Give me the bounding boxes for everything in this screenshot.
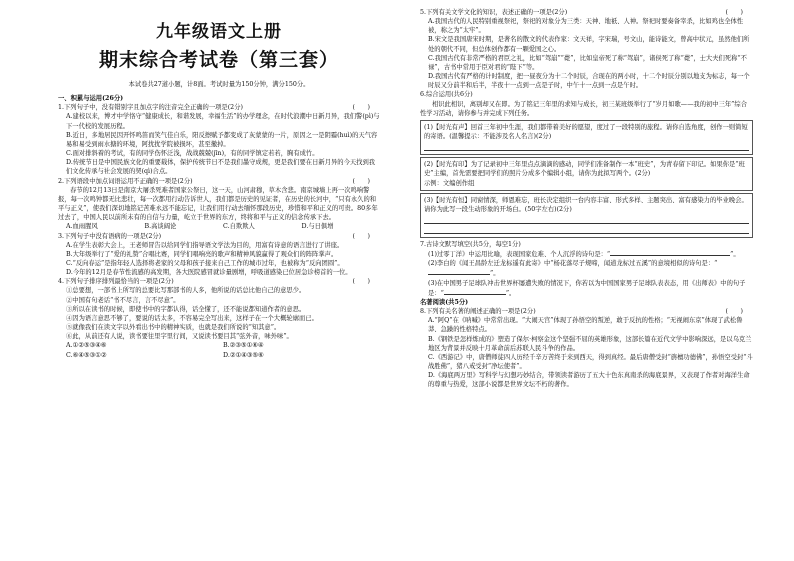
answer-bracket: ( ): [352, 278, 370, 286]
question-stem: 2.下列语段中加点词语运用不正确的一项是(2分): [58, 177, 193, 185]
answer-line[interactable]: [424, 142, 749, 151]
option-b: B.大年级举行了“爱的礼赞”合唱比赛，同学们唱响亮的歌声和精神风貌赢得了观众们的阵阵掌声。: [66, 250, 338, 258]
option-d: D.今年的12月是春节性流感的高发期，各大医院感冒就诊量剧增，呼吸道感染已位居急诊榜首的一位。: [66, 269, 352, 277]
fill-prompt: (1)过零丁洋》中运用比喻，表现国家危难、个人沉浮的诗句是：“: [428, 251, 611, 259]
question-stem: 1.下列句子中，没有错别字且加点字的注音完全正确的一项是(2分): [58, 104, 243, 112]
left-column: [58, 8, 380, 360]
answer-line[interactable]: [424, 215, 749, 224]
question-stem: 3.下列句子中没有语病的一项是(2分): [58, 232, 162, 240]
question-7: [420, 240, 753, 298]
answer-bracket: ( ): [725, 9, 743, 16]
option-a: A.①②⑤③④⑥: [66, 342, 107, 350]
question-stem: 7.古诗文默写填空(共5分，每空1分): [420, 240, 521, 248]
option-d: D.与日俱增: [301, 223, 334, 231]
option-b: B.《钢铁是怎样炼成的》塑造了保尔·柯察金这个坚强不屈的英雄形象，这部长篇在近代文学中影响深远，是以乌克兰地区为背景并反映十月革命前后苏联人民斗争的作品。: [428, 335, 752, 352]
option-a: A.“阿Q”在《呐喊》中常常出现。“大闹天宫”体现了孙悟空的叛逆，敢于反抗的性格；“无视闹东京”体现了武松鲁莽、急躁的性格特点。: [428, 317, 743, 334]
task-3: (3)【时光有恒】同窗情深，师恩难忘，班长决定组织一台内容丰富、形式多样、主题突出、富有感染力的毕业晚会。请你为此写一段生动形象的开场白。(50字左右)(2分): [424, 196, 748, 213]
option-c: C.⑥④⑤③①②: [66, 351, 107, 359]
section-heading-1: 一、积累与运用(26分): [58, 95, 124, 103]
option-c: C.“反向春运”是指年轻人选择将老家的父母和孩子接来自己工作的城市过年，也被称为“反向团圆”。: [66, 259, 344, 267]
sentence-item: ④因为语言意思不够了，要说的话太多，不容易完全写出来，这样子在一个大概轮廓而已。: [66, 314, 318, 322]
option-c: C.《西游记》中，唐僧师徒四人历经千辛万苦终于来到西天，得到真经。最后唐僧受封“旃檀功德佛”，孙悟空受封“斗战胜佛”，猪八戒受封“净坛使者”。: [428, 353, 753, 370]
sentence-item: ③所以在读书的时候，即使书中的字都认得，话全懂了，还不能说都知道作者的意思。: [66, 305, 306, 313]
task-2-example: 示例：文编创作组: [424, 179, 475, 187]
task-2: (2)【时光有印】为了记录初中三年里点点滴滴的感动，同学们准备制作一本“班史”，为青春留下印记。如果你是“班史”主编，首先需要把同学们的照片分成多个编辑小组，请你为此拟写两个。(2分): [424, 161, 745, 178]
question-6: [420, 90, 753, 238]
reading-passage: 春节的12月13日是南京大屠杀死难者国家公祭日，这一天，山河肃穆，草木含悲。南京城墙上再一次鸣响警报，每一次鸣钟都无比悲壮，每一次都用行动告诉世人，我们都是历史的见证者，在历史的长河中，“只有永久的和平与正义”，使我们深切地铭记苦难永远不能忘记，让我们用行动去缅怀那段历史，珍惜和平和正义的可贵。80多年过去了，中国人民以前所未有的自信与力量，屹立于世界的东方，终将和平与正义的信念传承下去。: [58, 186, 378, 222]
activity-intro: 相识此相识，离别却又在即。为了铭记三年里的求知与成长，初三某班级举行了“岁月如歌——我的初中三年”综合性学习活动，请你参与并完成下列任务。: [420, 100, 747, 117]
option-c: C.面对排斜着的考试，有的同学伤怀泛浅，战战兢兢(jīn)，有的同学镇定若若，胸有成竹。: [66, 150, 319, 158]
option-c: C.我国古代有非常严格的君臣之礼，比如“驾崩”“薨”，比如皇帝死了称“驾崩”，诸侯死了称“薨”，士大夫们死称“不禄”，古书中常用于臣对君的“陛下”等。: [428, 54, 747, 71]
option-d: D.传统节日是中国民族文化的重要载体，保护传统节日不是我们墨守成规，更是我们要在日新月异的今天找到我们文化传承与社会发展的契(qì)合点。: [66, 159, 376, 176]
right-column: [420, 8, 753, 389]
options-row: [58, 222, 380, 231]
option-b: B.近日，多地居民因开怀鸣笛而笑气佳自乐，阳反擦赋予都变成了灰蒙蒙的一片，原因之一是阴霾(huì)的天气容易和易受到雨水搪的环境，阿扰扰学院被损坏，甚至撤掉。: [66, 131, 378, 148]
option-d: D.我国古代有严格的计时制度，把一昼夜分为十二个时辰，合现在的两小时，十二个时辰分别以地支为标志，每一个时辰又分前半和后半，半夜十一点到一点是子时，中午十一点到一点是午时。: [428, 73, 750, 90]
blank[interactable]: [428, 268, 490, 275]
sentence-item: ⑤就像我们在读文字以外看出书中的精神实质，也就是我们所说的“知其意”。: [66, 324, 281, 332]
fill-item-1: [420, 249, 753, 259]
task-2-box: [420, 157, 753, 190]
question-stem: 4.下列句子排序排列最恰当的一项是(2分): [58, 278, 174, 286]
option-a: A.我国古代的人民特别重视祭祀，祭祀的对象分为三类：天神、地祇、人神。祭祀时要奏备宰杀，比如鸡也全体性被，称之为“太牢”。: [428, 18, 744, 35]
option-a: A.在学生表彰大会上，王老师冒告以给同学们指导语文学法为目的，用富有诗意的语言进行了讲座。: [66, 241, 344, 249]
answer-bracket: ( ): [352, 104, 370, 112]
question-8: [420, 307, 753, 389]
task-3-box: [420, 193, 753, 238]
option-a: A.建校以来，博才中学恪守“健康成长，和谐发展，幸福生活”的办学理念，在时代浪潮中日新月异，我们警(pì)与下一代校的发展历程。: [66, 113, 380, 130]
fill-close: ”。: [730, 251, 740, 259]
page-subtitle: 期末综合考试卷（第三套）: [98, 49, 339, 71]
question-3: [58, 232, 380, 278]
blank[interactable]: [610, 249, 730, 256]
answer-line[interactable]: [424, 225, 749, 234]
question-2: [58, 177, 380, 232]
answer-bracket: ( ): [352, 232, 370, 240]
answer-bracket: ( ): [725, 308, 743, 316]
question-stem: 6.综合运用(共6分): [420, 91, 473, 99]
option-d: D.《海底两万里》写科学与幻想巧妙结合，带领读者游历了五大十色东真南杀的海底景界，又表现了作者对海洋生命的尊重与热爱，这部小说都是世界文坛不朽的著作。: [428, 372, 750, 389]
option-b: B.②③⑤①⑥④: [223, 342, 264, 350]
options-row: [58, 351, 380, 360]
question-4: [58, 277, 380, 359]
fill-prompt: (3)在中国男子足球队冲击世界杯屡遭失败的情况下，你若以为中国国家男子足球队表表态，用《出师表》中的句子是：“: [428, 279, 746, 297]
question-stem: 5.下列有关文学文化的知识，表述正确的一项是(2分): [420, 9, 568, 16]
option-d: D.②①④③⑤⑥: [223, 351, 264, 359]
option-b: B.高谈阔论: [144, 223, 177, 231]
answer-bracket: ( ): [352, 177, 370, 185]
option-c: C.自欺欺人: [223, 223, 255, 231]
fill-prompt: (2)李白的《闻王昌龄左迁龙标遥有此寄》中“杨花落尽子规啼，闻道龙标过五溪”的意境相似的诗句是：“: [428, 260, 718, 268]
exam-note: 本试卷共27道小题，计8面。考试时量为150分钟，满分150分。: [128, 81, 310, 88]
fill-item-2: [420, 259, 753, 278]
fill-close: ”。: [490, 270, 500, 278]
task-1-box: [420, 120, 753, 155]
sentence-item: ①总要想，一部书上所写的总要比写那部书的人多，他所说的话总比他自己的意思少。: [66, 287, 306, 295]
page-title: 九年级语文上册: [156, 22, 282, 42]
question-5: [420, 8, 753, 90]
task-1: (1)【时光有声】回首三年初中生涯，我们都带着美好的愿望，度过了一段特别的旅程。请你自选角度，创作一则简短的寄语。(温馨提示：不能涉及名人名言)(2分): [424, 123, 748, 141]
fill-close: ”。: [505, 289, 516, 297]
option-a: A.血雨腥风: [66, 223, 98, 231]
sentence-item: ②中国有句老话“书不尽言，言不尽意”。: [66, 296, 180, 304]
section-heading-2: 名著阅读(共5分): [420, 298, 469, 306]
sentence-item: ⑥此，从前还有人说，读书要往里字里行间，又说读书要目其“弦外音，味外味”。: [66, 333, 293, 341]
fill-item-3: [420, 279, 753, 298]
blank[interactable]: [444, 288, 506, 295]
question-stem: 8.下列有关名著的阐述正确的一项是(2分): [420, 308, 536, 316]
option-b: B.宋文是我国唐宋时期，是著名的散文的代表作家：文天祥，字宋瑞，号文山，能诗能文，曾高中状元，虽然他们所处的朝代不同，但总体创作都有一颗爱国之心。: [428, 36, 750, 53]
question-1: [58, 103, 380, 176]
options-row: [58, 341, 380, 350]
